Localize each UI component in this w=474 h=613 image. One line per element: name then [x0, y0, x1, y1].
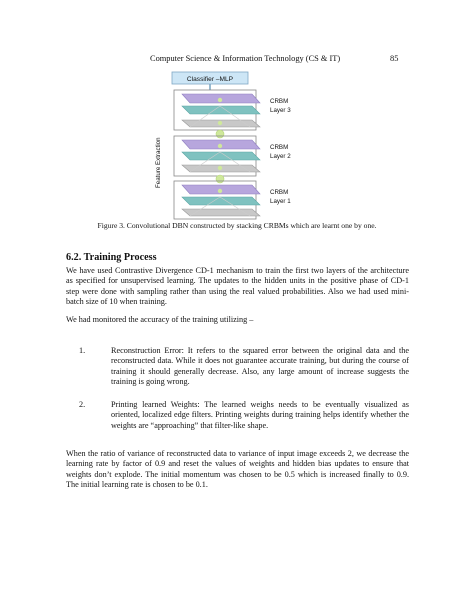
crbm-layer-1 [174, 181, 291, 219]
page-number: 85 [390, 54, 399, 63]
layer1-line1: CRBM [270, 189, 289, 196]
list-item [79, 346, 409, 387]
list-item-number: 1. [79, 346, 86, 355]
paragraph-1: We have used Contrastive Divergence CD-1 mechanism to train the first two layers of the architecture as specified for unsupervised learning. The updates to the hidden units in the positive phase of CD-1 step were done with sampling rather than using the real valued probabilities. Also we had used mini-batch size of 10 when training. [66, 266, 409, 306]
connector-node [216, 130, 224, 138]
list-item-text: Reconstruction Error: It refers to the squared error between the original data and the reconstructed data. While it does not guarantee accurate training, but during the course of training it should generally decrease. Also, any large amount of increase suggests the training is going wrong. [111, 346, 409, 386]
layer2-line1: CRBM [270, 144, 289, 151]
cdbn-diagram [148, 70, 328, 220]
layer3-line2: Layer 3 [270, 107, 291, 114]
crbm-layer-3 [174, 90, 291, 130]
layer3-line1: CRBM [270, 98, 289, 105]
connector-node [216, 175, 224, 183]
running-header: Computer Science & Information Technology (CS & IT) [150, 54, 341, 63]
layer2-line2: Layer 2 [270, 153, 291, 160]
feature-extraction-label: Feature Extraction [155, 137, 162, 188]
list-item-text: Printing learned Weights: The learned weighs needs to be eventually visualized as oriented, localized edge filters. Printing weights during training helps identify whether the weights are “approaching” that filter-like shape. [111, 400, 409, 430]
paragraph-3: When the ratio of variance of reconstructed data to variance of input image exceeds 2, we decrease the learning rate by factor of 0.9 and reset the values of weights and hidden bias updates to ensure that weights don’t explode. The initial momentum was chosen to be 0.5 which is increased finally to 0.9. The initial learning rate is chosen to be 0.1. [66, 449, 409, 489]
list-item [79, 400, 409, 431]
paragraph-2: We had monitored the accuracy of the training utilizing – [66, 315, 254, 324]
section-heading: 6.2. Training Process [66, 252, 157, 263]
layer1-line2: Layer 1 [270, 198, 291, 205]
crbm-layer-2 [174, 136, 291, 176]
list-item-number: 2. [79, 400, 86, 409]
cdbn-figure [148, 70, 328, 240]
classifier-label: Classifier –MLP [186, 76, 234, 83]
figure-caption: Figure 3. Convolutional DBN constructed by stacking CRBMs which are learnt one by one. [97, 221, 377, 230]
